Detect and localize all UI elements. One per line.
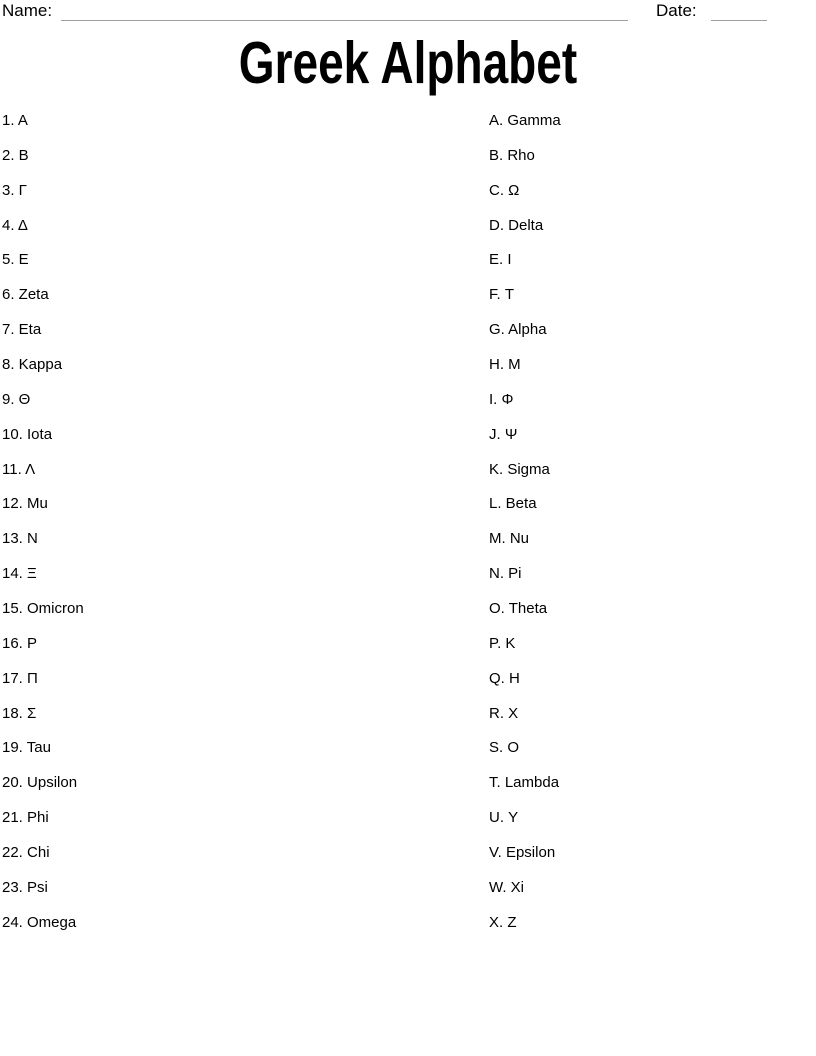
- answer-item: Q. Η: [489, 669, 520, 687]
- answer-item: G. Alpha: [489, 321, 547, 339]
- question-item: 22. Chi: [2, 844, 50, 862]
- question-item: 12. Mu: [2, 495, 48, 513]
- answer-item: K. Sigma: [489, 460, 550, 478]
- question-item: 8. Kappa: [2, 356, 63, 374]
- date-blank-line: [711, 0, 767, 21]
- question-item: 23. Psi: [2, 878, 48, 896]
- question-item: 15. Omicron: [2, 600, 84, 618]
- answer-item: L. Beta: [489, 495, 537, 513]
- answer-item: X. Ζ: [489, 913, 517, 931]
- question-item: 24. Omega: [2, 913, 77, 931]
- answer-item: O. Theta: [489, 600, 548, 618]
- question-item: 4. Δ: [2, 216, 28, 234]
- answer-item: F. Τ: [489, 286, 514, 304]
- answer-item: P. Κ: [489, 634, 516, 652]
- question-item: 13. Ν: [2, 530, 38, 548]
- date-label: Date:: [656, 1, 697, 20]
- answer-item: E. Ι: [489, 251, 512, 269]
- answer-item: I. Φ: [489, 390, 514, 408]
- question-item: 5. Ε: [2, 251, 29, 269]
- question-item: 1. Α: [2, 112, 28, 129]
- question-item: 11. Λ: [2, 460, 36, 478]
- name-blank-line: [61, 0, 628, 21]
- question-item: 6. Zeta: [2, 286, 49, 304]
- question-item: 16. Ρ: [2, 634, 38, 652]
- answer-item: H. Μ: [489, 356, 521, 374]
- answer-item: D. Delta: [489, 216, 544, 234]
- answer-item: B. Rho: [489, 146, 535, 164]
- question-item: 19. Tau: [2, 739, 51, 757]
- question-item: 3. Γ: [2, 181, 27, 199]
- answer-item: W. Xi: [489, 878, 525, 896]
- question-item: 10. Iota: [2, 425, 53, 443]
- question-item: 18. Σ: [2, 704, 37, 722]
- answer-item: V. Epsilon: [489, 844, 556, 862]
- answer-item: J. Ψ: [489, 425, 518, 443]
- answer-item: S. Ο: [489, 739, 520, 757]
- answer-item: C. Ω: [489, 181, 520, 199]
- answer-item: N. Pi: [489, 565, 522, 583]
- question-item: 7. Eta: [2, 321, 42, 339]
- page-title: Greek Alphabet: [238, 30, 578, 96]
- answer-item: M. Nu: [489, 530, 530, 548]
- name-label: Name:: [2, 1, 53, 20]
- answer-item: R. Χ: [489, 704, 519, 722]
- answers-list: [489, 112, 561, 949]
- question-item: 9. Θ: [2, 390, 31, 408]
- answer-item: A. Gamma: [489, 112, 561, 129]
- question-item: 20. Upsilon: [2, 774, 78, 792]
- answer-item: T. Lambda: [489, 774, 560, 792]
- question-item: 14. Ξ: [2, 565, 37, 583]
- question-item: 2. Β: [2, 146, 29, 164]
- questions-list: [2, 112, 84, 949]
- question-item: 21. Phi: [2, 809, 49, 827]
- question-item: 17. Π: [2, 669, 38, 687]
- answer-item: U. Υ: [489, 809, 519, 827]
